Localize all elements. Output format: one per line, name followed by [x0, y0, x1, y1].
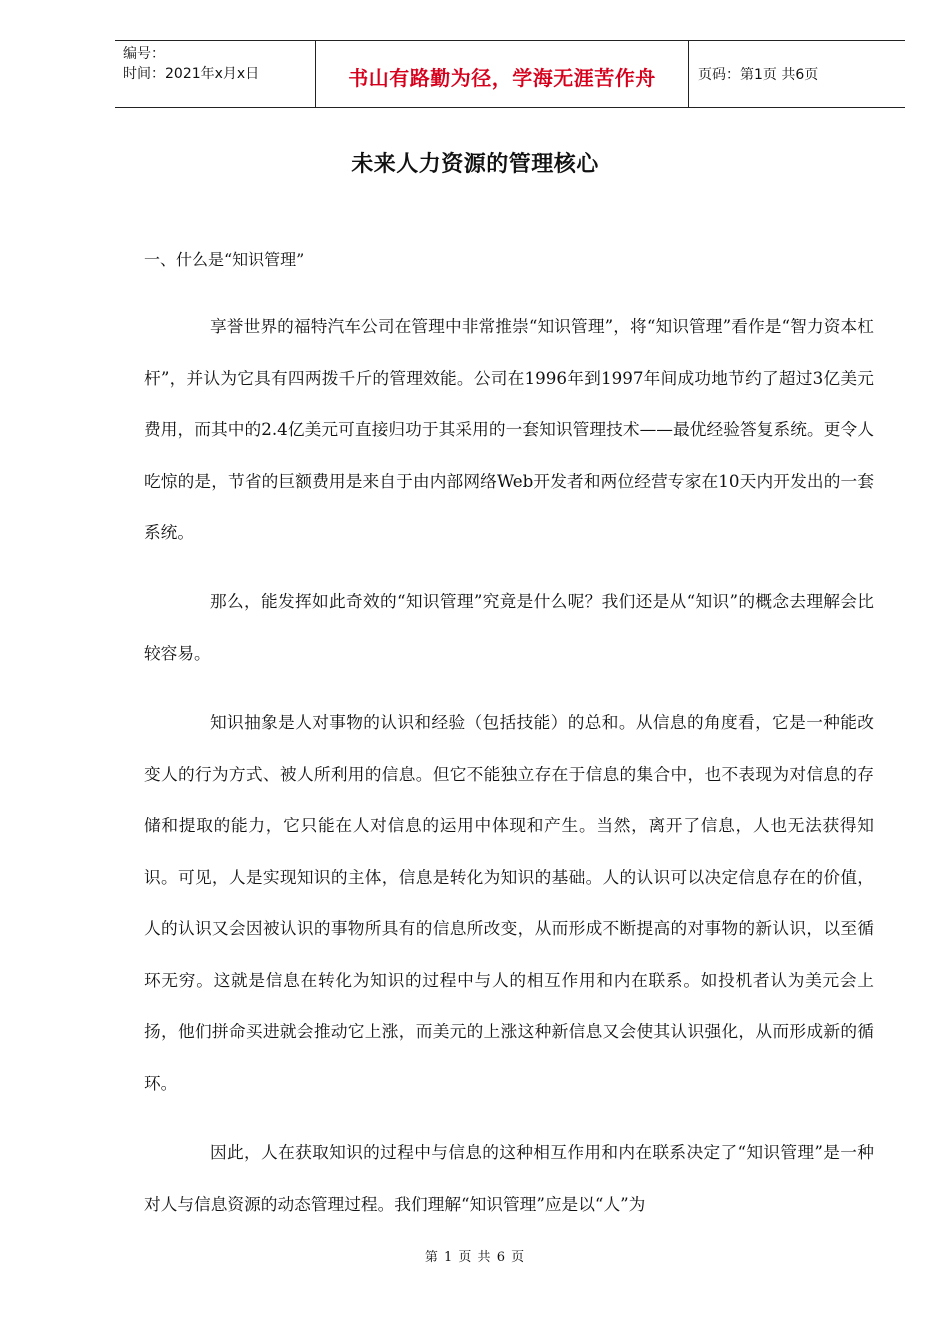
body-paragraph: 知识抽象是人对事物的认识和经验（包括技能）的总和。从信息的角度看，它是一种能改变人的行为方式、被人所利用的信息。但它不能独立存在于信息的集合中，也不表现为对信息的存储和提取的能力，它只能在人对信息的运用中体现和产生。当然，离开了信息，人也无法获得知识。可见，人是实现知识的主体，信息是转化为知识的基础。人的认识可以决定信息存在的价值，人的认识又会因被认识的事物所具有的信息所改变，从而形成不断提高的对事物的新认识，以至循环无穷。这就是信息在转化为知识的过程中与人的相互作用和内在联系。如投机者认为美元会上扬，他们拼命买进就会推动它上涨，而美元的上涨这种新信息又会使其认识强化，从而形成新的循环。	[144, 712, 874, 1093]
header-number-label: 编号：	[123, 46, 165, 62]
header-page-label: 页码：第1页 共6页	[698, 67, 819, 83]
document-header	[115, 40, 905, 108]
document-title: 未来人力资源的管理核心	[351, 152, 599, 177]
header-motto: 书山有路勤为径，学海无涯苦作舟	[316, 41, 689, 107]
body-paragraph: 因此，人在获取知识的过程中与信息的这种相互作用和内在联系决定了“知识管理”是一种对人与信息资源的动态管理过程。我们理解“知识管理”应是以“人”为	[144, 1142, 874, 1214]
header-meta-cell	[115, 41, 316, 107]
section-heading: 一、什么是“知识管理”	[144, 250, 305, 269]
page-footer: 第 1 页 共 6 页	[424, 1250, 526, 1265]
body-paragraph: 享誉世界的福特汽车公司在管理中非常推崇“知识管理”，将“知识管理”看作是“智力资本杠杆”，并认为它具有四两拨千斤的管理效能。公司在1996年到1997年间成功地节约了超过3亿美元费用，而其中的2.4亿美元可直接归功于其采用的一套知识管理技术——最优经验答复系统。更令人吃惊的是，节省的巨额费用是来自于由内部网络Web开发者和两位经营专家在10天内开发出的一套系统。	[144, 316, 874, 542]
body-paragraph: 那么，能发挥如此奇效的“知识管理”究竟是什么呢？我们还是从“知识”的概念去理解会比较容易。	[144, 591, 874, 663]
header-time-label: 时间：2021年x月x日	[123, 66, 260, 82]
